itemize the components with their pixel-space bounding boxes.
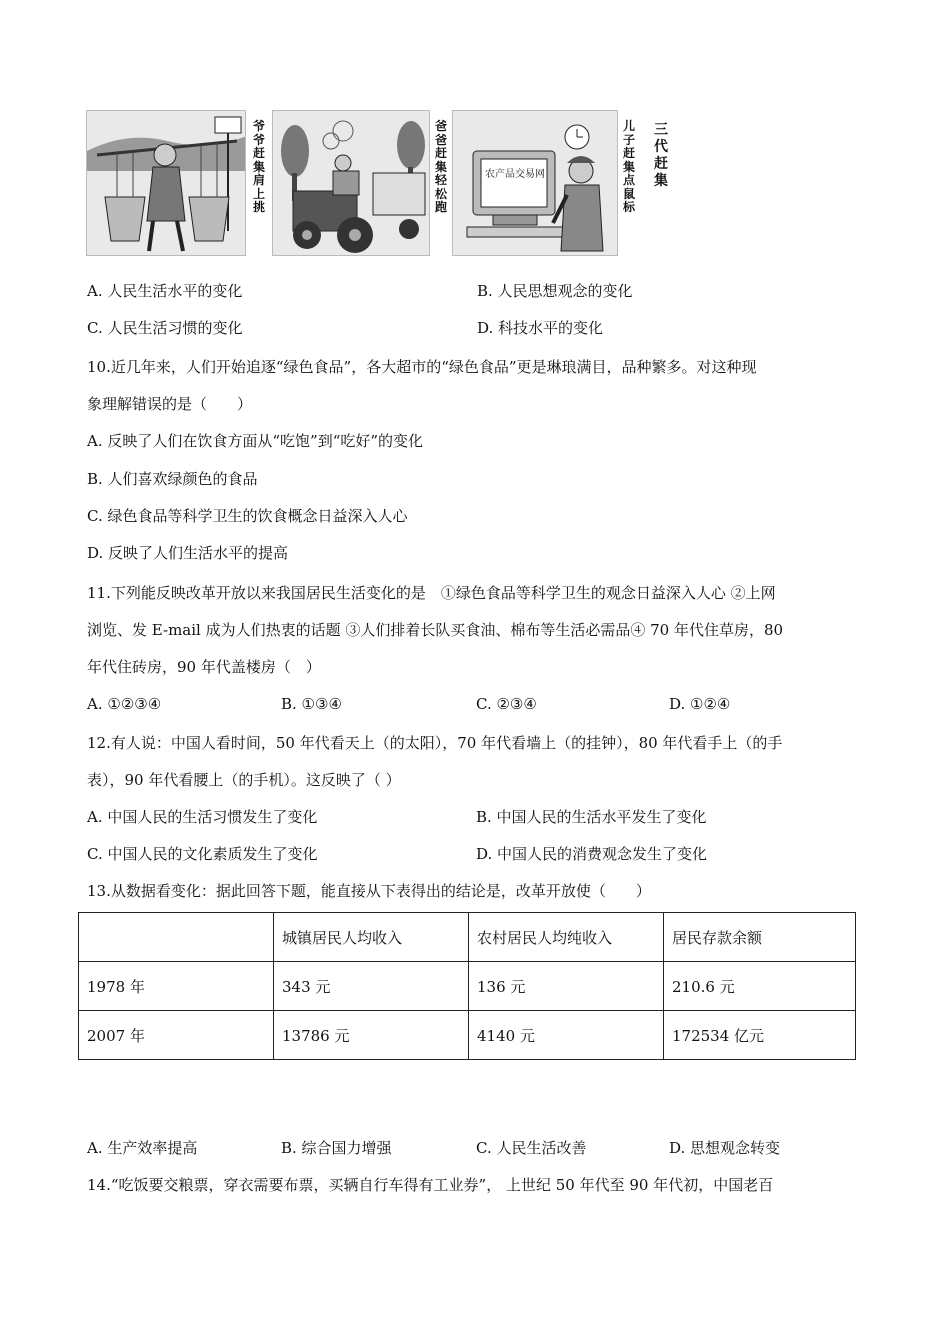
q9-option-b[interactable]: B. 人民思想观念的变化 (477, 282, 633, 300)
q10-stem-line-2: 象理解错误的是（ ） (87, 395, 253, 413)
table-header-cell (79, 913, 274, 962)
q12-stem-line-2: 表），90 年代看腰上（的手机）。这反映了（ ） (87, 771, 401, 789)
q13-option-d[interactable]: D. 思想观念转变 (669, 1139, 781, 1157)
q10-option-d[interactable]: D. 反映了人们生活水平的提高 (87, 544, 289, 562)
q11-option-a[interactable]: A. ①②③④ (87, 695, 162, 713)
q13-stem-line-1: 13.从数据看变化：据此回答下题，能直接从下表得出的结论是，改革开放使（ ） (87, 882, 651, 900)
father-driving-tractor-illustration (273, 111, 430, 256)
q10-option-b[interactable]: B. 人们喜欢绿颜色的食品 (87, 470, 258, 488)
table-cell: 343 元 (274, 962, 469, 1011)
grandpa-carrying-baskets-illustration (87, 111, 246, 256)
son-using-computer-illustration (453, 111, 618, 256)
q11-option-c[interactable]: C. ②③④ (476, 695, 537, 713)
table-header-cell: 城镇居民人均收入 (274, 913, 469, 962)
cartoon-panel-son (452, 110, 618, 256)
q11-option-d[interactable]: D. ①②④ (669, 695, 731, 713)
q14-stem-line-1: 14.“吃饭要交粮票，穿衣需要布票，买辆自行车得有工业券”， 上世纪 50 年代至 90 年代初，中国老百 (87, 1176, 774, 1194)
q11-stem-line-2: 浏览、发 E-mail 成为人们热衷的话题 ③人们排着长队买食油、棉布等生活必需品④ 70 年代住草房，80 (87, 621, 784, 639)
table-cell: 1978 年 (79, 962, 274, 1011)
cartoon-caption-2: 爸爸赶集轻松跑 (434, 119, 447, 214)
q10-option-a[interactable]: A. 反映了人们在饮食方面从“吃饱”到“吃好”的变化 (87, 432, 424, 450)
table-row (79, 1011, 856, 1060)
q13-option-a[interactable]: A. 生产效率提高 (87, 1139, 198, 1157)
table-cell: 136 元 (469, 962, 664, 1011)
income-data-table (78, 912, 856, 1060)
q11-stem-line-3: 年代住砖房，90 年代盖楼房（ ） (87, 658, 321, 676)
cartoon-panel-father (272, 110, 430, 256)
q13-option-c[interactable]: C. 人民生活改善 (476, 1139, 587, 1157)
q13-option-b[interactable]: B. 综合国力增强 (281, 1139, 392, 1157)
cartoon-panel-grandpa (86, 110, 246, 256)
cartoon-title: 三代赶集 (654, 122, 668, 189)
q11-stem-line-1: 11.下列能反映改革开放以来我国居民生活变化的是 ①绿色食品等科学卫生的观念日益深入人心 ②上网 (87, 584, 776, 602)
q10-option-c[interactable]: C. 绿色食品等科学卫生的饮食概念日益深入人心 (87, 507, 408, 525)
q12-stem-line-1: 12.有人说：中国人看时间，50 年代看天上（的太阳），70 年代看墙上（的挂钟），80 年代看手上（的手 (87, 734, 783, 752)
q10-stem-line-1: 10.近几年来，人们开始追逐“绿色食品”，各大超市的“绿色食品”更是琳琅满目，品种繁多。对这种现 (87, 358, 757, 376)
q11-option-b[interactable]: B. ①③④ (281, 695, 342, 713)
table-cell: 13786 元 (274, 1011, 469, 1060)
q12-option-d[interactable]: D. 中国人民的消费观念发生了变化 (476, 845, 708, 863)
q12-option-b[interactable]: B. 中国人民的生活水平发生了变化 (476, 808, 707, 826)
cartoon-strip (86, 110, 674, 258)
table-cell: 210.6 元 (664, 962, 856, 1011)
q9-option-d[interactable]: D. 科技水平的变化 (477, 319, 604, 337)
table-row (79, 962, 856, 1011)
q12-option-a[interactable]: A. 中国人民的生活习惯发生了变化 (87, 808, 318, 826)
table-cell: 172534 亿元 (664, 1011, 856, 1060)
table-header-cell: 农村居民人均纯收入 (469, 913, 664, 962)
q9-option-a[interactable]: A. 人民生活水平的变化 (87, 282, 243, 300)
table-cell: 2007 年 (79, 1011, 274, 1060)
cartoon-caption-1: 爷爷赶集肩上挑 (252, 119, 265, 214)
table-header-cell: 居民存款余额 (664, 913, 856, 962)
screen-text: 农产品交易网 (485, 169, 545, 180)
table-header-row (79, 913, 856, 962)
q9-option-c[interactable]: C. 人民生活习惯的变化 (87, 319, 243, 337)
q12-option-c[interactable]: C. 中国人民的文化素质发生了变化 (87, 845, 318, 863)
table-cell: 4140 元 (469, 1011, 664, 1060)
cartoon-caption-3: 儿子赶集点鼠标 (622, 119, 635, 214)
